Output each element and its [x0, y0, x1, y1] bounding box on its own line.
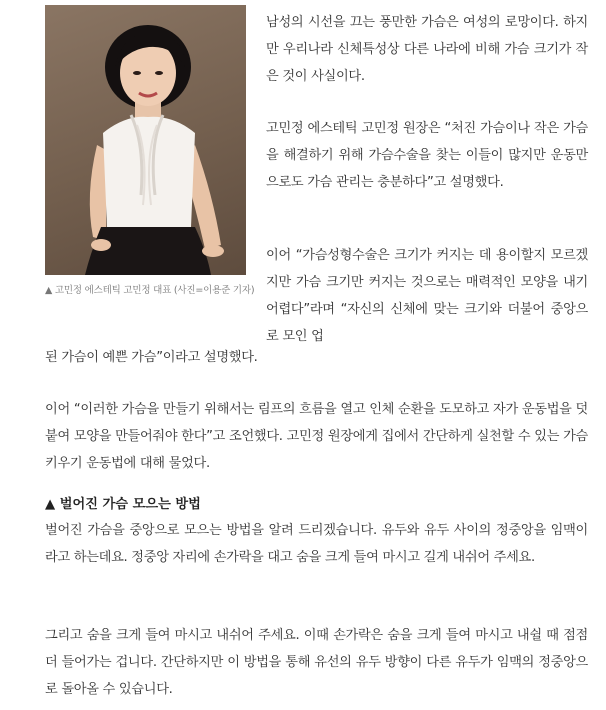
portrait-photo: [45, 5, 246, 275]
article-paragraph-3-part-b: 된 가슴이 예쁜 가슴”이라고 설명했다.: [45, 350, 258, 365]
photo-caption: ▲ 고민정 에스테틱 고민정 대표 (사진=이용준 기자): [45, 285, 255, 296]
section-heading: ▲ 벌어진 가슴 모으는 방법: [45, 497, 201, 512]
article-paragraph-1: 남성의 시선을 끄는 풍만한 가슴은 여성의 로망이다. 하지만 우리나라 신체특성상 다른 나라에 비해 가슴 크기가 작은 것이 사실이다.: [266, 15, 588, 84]
article-paragraph-5: 벌어진 가슴을 중앙으로 모으는 방법을 알려 드리겠습니다. 유두와 유두 사이의 정중앙을 임맥이라고 하는데요. 정중앙 자리에 손가락을 대고 숨을 크게 들여 마시고 길게 내쉬어 주세요.: [45, 523, 588, 565]
article-paragraph-3-part-a: 이어 “가슴성형수술은 크기가 커지는 데 용이할지 모르겠지만 가슴 크기만 커지는 것으로는 매력적인 모양을 내기 어렵다”라며 “자신의 신체에 맞는 크기와 더불어 중앙으로 모인 업: [266, 248, 588, 344]
article-paragraph-4: 이어 “이러한 가슴을 만들기 위해서는 림프의 흐름을 열고 인체 순환을 도모하고 자가 운동법을 덧붙여 모양을 만들어줘야 한다”고 조언했다. 고민정 원장에게 집에서 간단하게 실천할 수 있는 가슴 키우기 운동법에 대해 물었다.: [45, 402, 588, 471]
article-paragraph-2: 고민정 에스테틱 고민정 원장은 “처진 가슴이나 작은 가슴을 해결하기 위해 가슴수술을 찾는 이들이 많지만 운동만으로도 가슴 관리는 충분하다”고 설명했다.: [266, 121, 588, 190]
portrait-illustration: [45, 5, 246, 275]
article-paragraph-6: 그리고 숨을 크게 들여 마시고 내쉬어 주세요. 이때 손가락은 숨을 크게 들여 마시고 내쉴 때 점점 더 들어가는 겁니다. 간단하지만 이 방법을 통해 유선의 유두 방향이 다른 유두가 임맥의 정중앙으로 돌아올 수 있습니다.: [45, 628, 588, 697]
